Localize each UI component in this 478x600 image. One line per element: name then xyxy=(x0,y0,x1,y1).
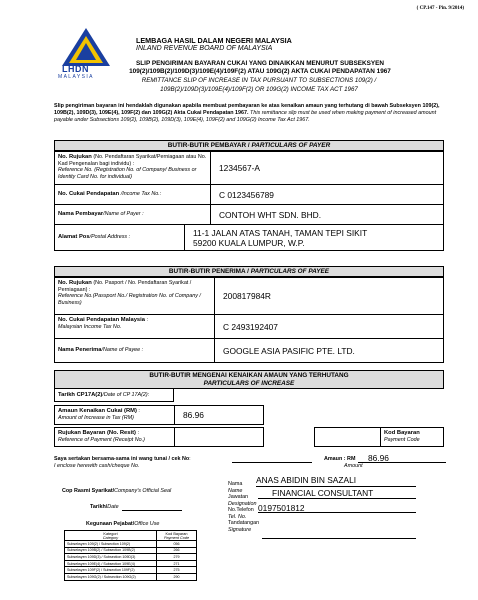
payee-box xyxy=(54,277,444,363)
office-table-row xyxy=(65,573,197,580)
intro-ms: Slip pengiriman bayaran ini hendaklah digunakan apabila membuat pembayaran ke atas kenaikan amaun yang terhutang di bawah Subseksyen 109(2), 109B(2), 109D(3), 109E(4), 109F(2) dan 109G(2) Akta Cukai Pendapatan 1967. xyxy=(54,103,440,116)
office-table-header: Kategori Category Kod Bayaran Payment Code xyxy=(65,531,197,541)
payer-name-label: Nama Pembayar/Name of Payer : xyxy=(55,205,211,224)
office-table-row xyxy=(65,567,197,574)
date-label: Tarikh/Date xyxy=(90,504,119,510)
office-table-row xyxy=(65,547,197,554)
payer-tax-value[interactable]: C 0123456789 xyxy=(219,189,274,200)
intro-text xyxy=(54,103,444,123)
office-table-category: Subseksyen 109G(2) / Subsection 109G(2) xyxy=(65,573,157,580)
office-table-code: 279 xyxy=(157,554,197,561)
office-table-code: 290 xyxy=(157,573,197,580)
office-use-label: Kegunaan Pejabat/Office Use xyxy=(86,521,160,527)
office-table-category: Subseksyen 109(2) / Subsection 109(2) xyxy=(65,541,157,548)
designation-line xyxy=(258,498,416,499)
footer-amount-value[interactable]: 86.96 xyxy=(368,453,389,463)
receipt-label: Rujukan Bayaran (No. Resit) : Reference of Payment (Receipt No.) xyxy=(55,428,175,446)
seal-label: Cop Rasmi Syarikat/Company's Official Seal xyxy=(62,488,172,494)
enclose-text: Saya sertakan bersama-sama ini wang tunai / cek No: I enclose herewith cash/cheque No. xyxy=(54,456,191,469)
office-table-code: 056 xyxy=(157,541,197,548)
increase-amount-value[interactable]: 86.96 xyxy=(183,410,204,420)
receipt-row xyxy=(54,427,264,447)
office-table-category: Subseksyen 109B(2) / Subsection 109B(2) xyxy=(65,547,157,554)
signer-labels: Nama Name Jawatan Designation No.Telefon Tel. No. Tandatangan Signature xyxy=(228,481,260,533)
payee-ref-value[interactable]: 200817984R xyxy=(223,291,271,301)
payer-name-value[interactable]: CONTOH WHT SDN. BHD. xyxy=(219,209,322,220)
form-title-en: REMITTANCE SLIP OF INCREASE IN TAX PURSUANT TO SUBSECTIONS 109(2) / 109B(2)/109D(3)/109E(4)/109F(2) OR 109G(2) INCOME TAX ACT 1967 xyxy=(141,77,377,93)
payer-address-value[interactable]: 11-1 JALAN ATAS TANAH, TAMAN TEPI SIKIT 59200 KUALA LUMPUR, W.P. xyxy=(193,228,368,248)
payment-code-row xyxy=(314,427,444,447)
increase-amount-label: Amaun Kenaikan Cukai (RM) : Amount of Increase in Tax (RM) xyxy=(55,406,175,424)
telephone-value[interactable]: 0197501812 xyxy=(258,503,305,513)
office-table-category: Subseksyen 109F(2) / Subsection 109F(2) xyxy=(65,567,157,574)
cp17a-date-field[interactable]: Tarikh CP17A(2)/Date of CP 17A(2): xyxy=(54,388,174,402)
designation-value[interactable]: FINANCIAL CONSULTANT xyxy=(272,488,374,498)
payer-section-header xyxy=(54,140,444,151)
footer-amount-label: Amaun : RM Amount xyxy=(324,456,363,469)
signer-name-value[interactable]: ANAS ABIDIN BIN SAZALI xyxy=(256,475,357,485)
office-table-code: 271 xyxy=(157,560,197,567)
payer-head-ms: BUTIR-BUTIR PEMBAYAR / xyxy=(167,142,250,149)
payee-tax-value[interactable]: C 2493192407 xyxy=(223,321,278,332)
office-table-category: Subseksyen 109D(3) / Subsection 109D(3) xyxy=(65,554,157,561)
form-title-ms: SLIP PENGIRIMAN BAYARAN CUKAI YANG DINAIKKAN MENURUT SUBSEKSYEN 109(2)/109B(2)/109D(3)/109E(4)/109F(2) ATAU 109G(2) AKTA CUKAI PENDAPATAN 1967 xyxy=(129,60,391,75)
office-use-table xyxy=(64,530,197,581)
agency-name-en: INLAND REVENUE BOARD OF MALAYSIA xyxy=(136,45,273,52)
payment-code-value[interactable] xyxy=(315,428,381,446)
receipt-value[interactable] xyxy=(175,428,263,446)
payee-ref-label: No. Rujukan (No. Pasport / No. Pendaftaran Syarikat / Perniagaan) : Reference No.(Passport No./ Registration No. of Company / Business) xyxy=(55,278,215,314)
payer-box xyxy=(54,151,444,251)
cheque-no-line[interactable] xyxy=(232,462,312,463)
increase-section-header: BUTIR-BUTIR MENGENAI KENAIKAN AMAUN YANG TERHUTANG PARTICULARS OF INCREASE xyxy=(54,370,444,389)
form-code: ( CP.147 - Pin. 9/2014) xyxy=(416,6,464,11)
footer-amount-line xyxy=(358,462,446,463)
signer-name-line xyxy=(256,486,416,487)
payer-ref-label: No. Rujukan (No. Pendaftaran Syarikat/Perniagaan atau No. Kad Pengenalan bagi individu) : Reference No. (Registration No. of Company/ Business or Identity Card No. for individual) xyxy=(55,152,211,184)
payer-tax-label: No. Cukai Pendapatan /Income Tax No.: xyxy=(55,185,211,204)
office-table-row xyxy=(65,554,197,561)
logo-text: LHDN xyxy=(62,64,89,74)
payment-code-label: Kod Bayaran Payment Code xyxy=(384,430,420,443)
increase-amount-row xyxy=(54,405,264,425)
payee-name-label: Nama Penerima/Name of Payee : xyxy=(55,339,215,362)
payee-tax-label: No. Cukai Pendapatan Malaysia : Malaysian Income Tax No. xyxy=(55,315,215,338)
agency-name-ms: LEMBAGA HASIL DALAM NEGERI MALAYSIA xyxy=(136,36,292,45)
payer-ref-value[interactable]: 1234567-A xyxy=(219,163,260,173)
telephone-line xyxy=(258,512,416,513)
logo-subtext: MALAYSIA xyxy=(58,74,94,80)
office-table-row xyxy=(65,560,197,567)
payee-section-header: BUTIR-BUTIR PENERIMA / PARTICULARS OF PAYEE xyxy=(54,266,444,277)
office-table-category: Subseksyen 109E(4) / Subsection 109E(4) xyxy=(65,560,157,567)
payer-address-label: Alamat Pos/Postal Address : xyxy=(55,225,185,250)
signature-line[interactable] xyxy=(262,538,416,539)
payer-head-en: PARTICULARS OF PAYER xyxy=(251,142,331,149)
intro-en: This remittance slip must be used when making payment of increased amount payable under Subsections 109(2), 109B(2), 109D(3), 109E(4), 109F(2) and 109G(2) Income Tax Act 1967. xyxy=(54,109,437,123)
office-table-row xyxy=(65,541,197,548)
date-line[interactable] xyxy=(122,510,182,511)
office-table-code: 275 xyxy=(157,567,197,574)
office-table-code: 266 xyxy=(157,547,197,554)
payee-name-value[interactable]: GOOGLE ASIA PASIFIC PTE. LTD. xyxy=(223,345,355,356)
